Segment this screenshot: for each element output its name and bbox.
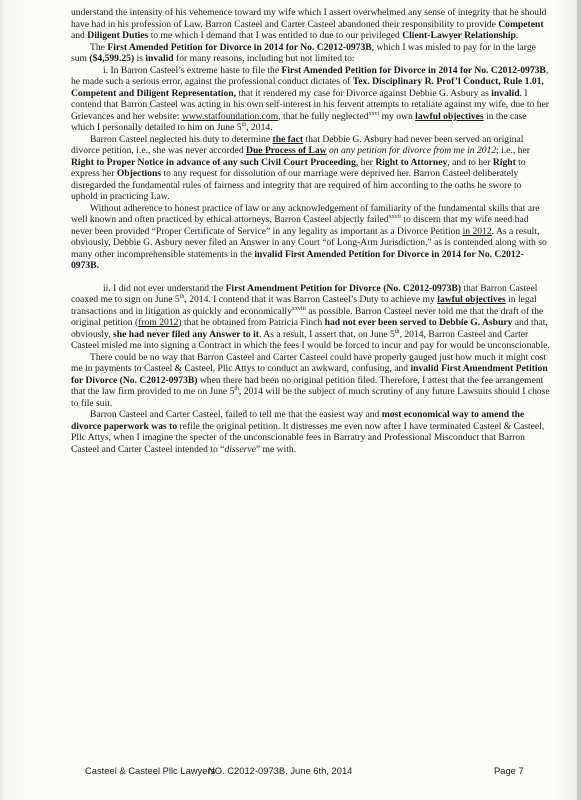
text-run: invalid First Amended Petition for Divorce in 2014 for No. C2012-0973B. [71,248,524,271]
text-run: , he made such a serious error, against the professional conduct dictates of [71,64,549,87]
superscript-text: xxviii [291,305,306,312]
text-run: invalid [145,53,174,64]
paragraph [71,409,550,455]
text-run: is [134,53,146,64]
faint-scan-mark [500,777,544,793]
paragraph [71,7,550,42]
text-run: Objections [116,168,162,179]
text-run: Client-Lawyer Relationship [402,30,516,41]
text-run: Tex. Disciplinary R. Prof’l Conduct, Rule 1.01, Competent and Diligent Representation, [71,76,544,99]
text-run: , and to her [447,156,493,168]
text-run: disserve [224,443,256,455]
text-run: Barron Casteel neglected his duty to determine [90,133,273,145]
text-run: invalid [491,87,520,99]
text-run: lawful objectives [437,294,506,305]
text-run: . As a result, I assert that, on June 5 [259,328,395,340]
paragraph [71,134,550,203]
superscript-text: xxvi [368,110,380,117]
text-run: invalid First Amendment Petition for Divorce (No. C2012-0973B) [71,363,548,386]
text-run: that it rendered my case for Divorce against Debbie G. Asbury as [236,87,492,99]
text-run: First Amended Petition for Divorce in 2014 for No. C2012-0973B [281,64,546,76]
text-run: , 2014 will be the subject of much scrutiny of any future Lawsuits should I chose to file suit. [71,386,550,409]
text-run: First Amended Petition for Divorce in 2014 for No. C2012-0973B [107,41,372,53]
text-run: Competent [498,18,544,30]
text-run: , which I was misled to pay for in the large sum [71,41,536,64]
text-run: i. In Barron Casteel’s extreme haste to file the [103,64,282,76]
text-run: to me which I demand that I was entitled to due to our privileged [148,30,403,41]
text-run: to express her [71,156,526,179]
superscript-text: th [241,122,247,128]
text-run: for many reasons, including but not limited to: [173,53,355,64]
text-run: she had never filed any Answer to it [113,328,259,340]
text-run: Right [492,156,516,168]
text-run: ” me with. [255,443,297,455]
text-run: First Amendment Petition for Divorce (No. C2012-0973B) [225,282,462,294]
text-run: Due Process of Law [246,145,327,156]
text-run: that Debbie G. Asbury had never been served an original divorce petition, i.e., she was never accorded [71,133,524,156]
text-run: lawful objectives [415,110,484,122]
text-run: , 2014. [246,122,273,133]
text-run: on any petition for divorce from me in 2012 [329,145,497,156]
text-run: Without adherence to honest practice of law or any acknowledgement of familiarity of the fundamental skills that are well known and often practiced by ethical attorneys, Barron Casteel abjectly failed [71,202,540,225]
page-edge-shadow [577,0,581,800]
text-run: the fact [272,133,304,145]
text-run: . [515,30,519,41]
text-run: to discern that my wife need had never been provided “Proper Certificate of Service” in any legality as important as a Divorce Petition [71,214,529,237]
text-run: . I contend that Barron Casteel was acting in his own self-interest in his fervent attempts to retaliate against my wife, due to her Grievances and her website: [71,87,549,122]
text-run: www.statfoundation.com [181,110,279,122]
paragraph [71,42,550,65]
text-run: , 2014, Barron Casteel and Carter Casteel misled me into signing a Contract in which the fees I would be forced to incur and pay for would be unconscionable. [71,328,550,351]
text-run: and that, obviously, [71,317,548,340]
text-run: , 2014. I contend that it was Barron Casteel’s Duty to achieve my [184,294,438,305]
text-run: when there had been no original petition filed. Therefore, I attest that the fee arrangement that the law firm provided to me on June 5 [71,374,544,397]
footer-page-number: Page 7 [494,765,524,776]
paragraph [71,352,550,410]
text-run: most economical way to amend the divorce paperwork was to [71,409,525,432]
text-run: refile the original petition. It distresses me even now after I have terminated Casteel & Casteel, Pllc Attys, when I imagine the specter of the unconscionable fees in Barratry and Professional Misconduct that Barron Casteel and Carter Casteel intended to “ [71,420,545,455]
text-run: Right to Proper Notice in advance of any such Civil Court Proceeding [71,156,356,168]
superscript-text: th [234,386,239,392]
text-run: ii. I did not ever understand the [103,282,226,294]
text-run: had not ever been served to Debbie G. Asbury [324,317,513,328]
text-run: my own [379,110,416,122]
text-run: ; i.e., her [496,145,530,156]
text-run: ) that he obtained from Patricia Finch [178,317,325,328]
paragraph [71,283,550,352]
document-body [71,7,550,455]
text-run: Right to Attorney [375,156,448,168]
footer-firm-name: Casteel & Casteel Pllc Lawyers [85,765,216,776]
paragraph [71,65,550,134]
text-run: and [71,30,88,41]
text-run: The [90,41,108,53]
text-run: to any request for dissolution of our marriage were deprived her. Barron Casteel deliberately disregarded the fundamental rules of fairness and integrity that are required of him according to the oaths he swore to uphold in practicing Law. [71,168,522,202]
paragraph [71,203,550,272]
superscript-text: th [179,294,185,300]
text-run: understand the intensity of his vehemence toward my wife which I assert overwhelmed any sense of integrity that he should have had in his profession of Law. Barron Casteel and Carter Casteel abandoned their responsibility to provide [71,7,547,30]
text-run: in 2012 [462,225,492,237]
text-run: that Barron Casteel coaxed me to sign on June 5 [71,282,538,305]
text-run: . As a result, obviously, Debbie G. Asbury never filed an Answer in any Court “of Long-Arm Jurisdiction,” as is contended along with so many other incomprehensible statements in the [71,225,547,260]
text-run: Barron Casteel and Carter Casteel, failed to tell me that the easiest way and [90,409,382,420]
text-run: in the case which I personally detailed to him on June 5 [71,110,527,133]
text-run: There could be no way that Barron Casteel and Carter Casteel could have properly gauged just how much it might cost me in payments to Casteel & Casteel, Pllc Attys to conduct an awkward, confusing, and [71,351,547,374]
text-run: in legal transactions and in litigation as quickly and economically [71,294,537,317]
footer-case-number: NO. C2012-0973B, June 6th, 2014 [208,765,353,776]
text-run: as possible. Barron Casteel never told me that the draft of the original petition ( [71,305,544,328]
text-run: , that he fully neglected [278,110,369,122]
text-run: , her [355,156,376,168]
superscript-text: xxvii [388,214,401,220]
text-run: from 2012 [138,317,179,328]
superscript-text: th [394,328,400,335]
text-run: ($4,599.25) [89,53,135,64]
text-run: Diligent Duties [87,30,149,41]
